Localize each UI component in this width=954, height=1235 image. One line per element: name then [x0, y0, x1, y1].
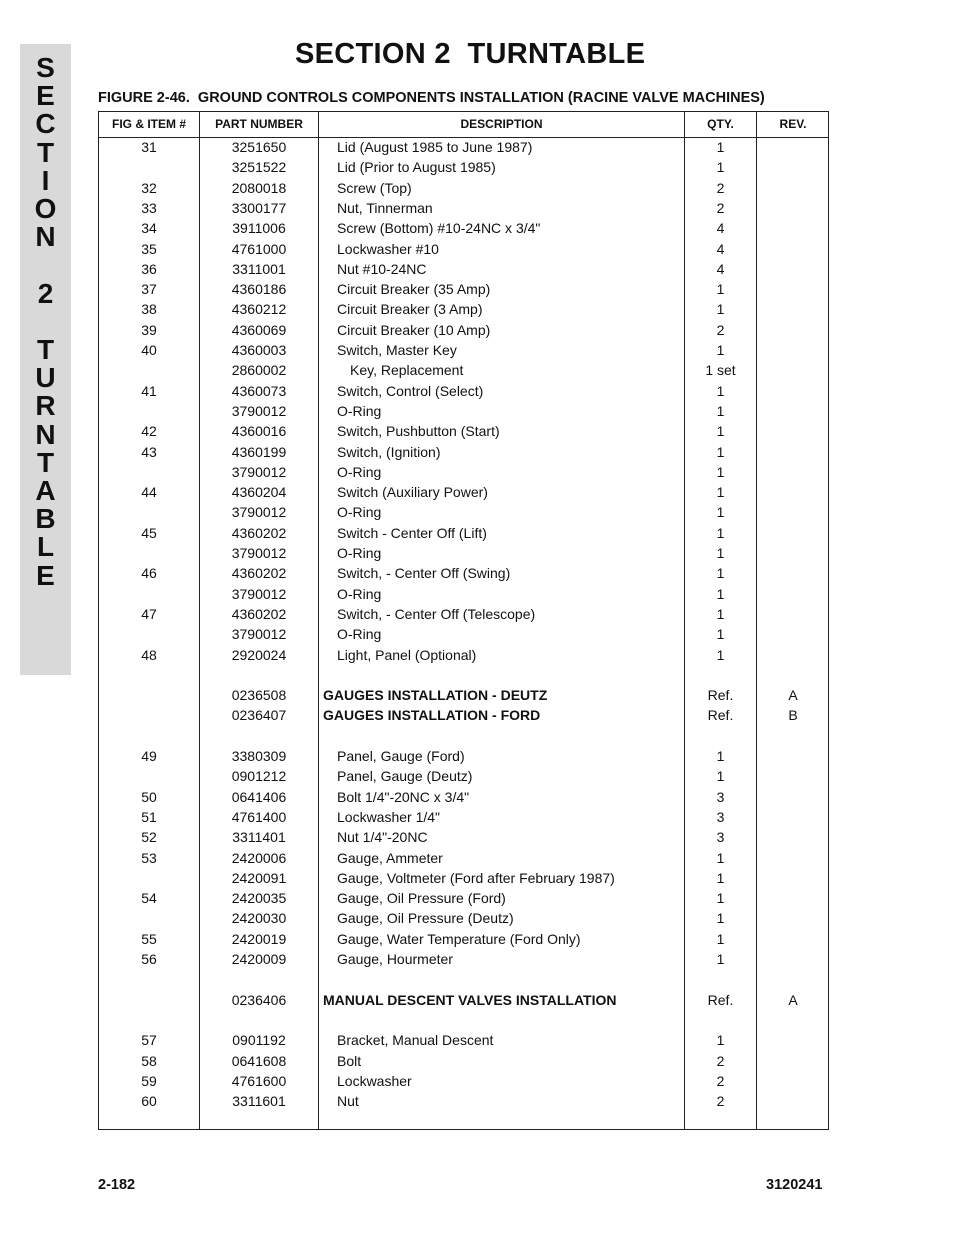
qty-cell: 1 [716, 382, 725, 399]
table-row [99, 624, 830, 644]
table-row [99, 482, 830, 502]
qty-cell: 1 [716, 484, 725, 501]
description-cell: Gauge, Oil Pressure (Ford) [337, 890, 506, 907]
fig-item-cell: 56 [141, 951, 157, 967]
side-tab-letter: B [35, 503, 56, 535]
fig-item-cell: 38 [141, 301, 157, 318]
qty-cell: 1 [716, 504, 725, 521]
description-cell: Switch, Master Key [337, 342, 457, 358]
qty-cell: 1 [716, 930, 725, 947]
part-number-cell: 0236406 [231, 991, 287, 1008]
qty-cell: 3 [716, 788, 725, 805]
part-number-cell: 4360186 [231, 281, 287, 298]
part-number-cell: 4761600 [231, 1072, 287, 1089]
fig-item-cell: 34 [141, 220, 157, 237]
table-row [99, 908, 830, 928]
table-row [99, 279, 830, 299]
description-cell: Gauge, Hourmeter [337, 951, 453, 967]
description-cell: Switch (Auxiliary Power) [337, 484, 488, 501]
qty-cell: 1 [716, 524, 725, 541]
table-row [99, 401, 830, 421]
side-tab-letter: L [36, 531, 55, 563]
description-cell: Lid (Prior to August 1985) [337, 159, 496, 176]
fig-item-cell: 35 [141, 240, 157, 257]
description-cell: Gauge, Ammeter [337, 849, 443, 866]
part-number-cell: 3300177 [231, 199, 287, 216]
part-number-cell: 4761400 [231, 808, 287, 825]
side-tab-letter: C [35, 108, 56, 140]
fig-item-cell: 46 [141, 565, 157, 582]
description-cell: Nut [337, 1093, 359, 1110]
rev-cell: A [788, 991, 798, 1008]
fig-item-cell: 44 [141, 484, 157, 501]
description-cell: GAUGES INSTALLATION - DEUTZ [323, 687, 548, 704]
description-cell: MANUAL DESCENT VALVES INSTALLATION [323, 991, 617, 1008]
fig-item-cell: 31 [141, 139, 157, 155]
manual-number: 3120241 [766, 1177, 823, 1193]
part-number-cell: 0236407 [231, 707, 287, 724]
fig-item-cell: 53 [141, 849, 157, 866]
part-number-cell: 4360003 [231, 342, 287, 358]
part-number-cell: 4360069 [231, 321, 287, 338]
parts-table [98, 111, 829, 1130]
description-cell: Lockwasher [337, 1072, 412, 1089]
description-cell: Switch, - Center Off (Telescope) [337, 605, 536, 622]
fig-item-cell: 32 [141, 179, 157, 196]
table-row [99, 320, 830, 340]
part-number-cell: 3790012 [231, 626, 287, 643]
qty-cell: 2 [716, 321, 725, 338]
table-row [99, 1071, 830, 1091]
part-number-cell: 3251650 [231, 139, 287, 155]
qty-cell: 1 [716, 869, 725, 886]
table-row [99, 705, 830, 725]
table-row [99, 421, 830, 441]
description-cell: Gauge, Oil Pressure (Deutz) [337, 910, 514, 927]
header-description: DESCRIPTION [460, 117, 543, 131]
description-cell: Key, Replacement [350, 362, 464, 379]
part-number-cell: 2420035 [231, 890, 287, 907]
table-row [99, 766, 830, 786]
qty-cell: 1 [716, 626, 725, 643]
fig-item-cell: 40 [141, 342, 157, 358]
side-tab-letter: E [36, 80, 55, 112]
section-side-tab [20, 44, 71, 675]
table-row [99, 198, 830, 218]
qty-cell: Ref. [707, 707, 734, 724]
qty-cell: 1 [716, 139, 725, 155]
side-tab-letter: T [36, 136, 55, 168]
header-qty: QTY. [707, 117, 734, 131]
description-cell: Bolt [337, 1052, 362, 1069]
qty-cell: 3 [716, 829, 725, 846]
part-number-cell: 2420006 [231, 849, 287, 866]
description-cell: Switch, Pushbutton (Start) [337, 423, 500, 440]
qty-cell: 1 [716, 849, 725, 866]
table-row [99, 949, 830, 969]
description-cell: Nut, Tinnerman [337, 199, 433, 216]
side-tab-letter: T [36, 446, 55, 478]
qty-cell: 1 [716, 281, 725, 298]
description-cell: O-Ring [337, 402, 382, 419]
side-tab-letter: O [34, 193, 57, 224]
side-tab-letter: N [35, 418, 56, 450]
fig-item-cell: 42 [141, 423, 157, 440]
qty-cell: 1 [716, 768, 725, 785]
part-number-cell: 3790012 [231, 585, 287, 602]
qty-cell: Ref. [707, 687, 734, 704]
part-number-cell: 3311401 [232, 829, 286, 846]
fig-item-cell: 36 [141, 260, 157, 277]
part-number-cell: 3790012 [231, 463, 287, 480]
qty-cell: 1 [716, 301, 725, 318]
table-row [99, 563, 830, 583]
table-row [99, 1091, 830, 1111]
section-title: SECTION 2 TURNTABLE [295, 38, 646, 70]
table-row [99, 178, 830, 198]
fig-item-cell: 57 [141, 1032, 157, 1049]
description-cell: Switch, (Ignition) [337, 443, 441, 460]
part-number-cell: 3380309 [231, 748, 287, 764]
qty-cell: 1 [716, 545, 725, 561]
blank-row [99, 1010, 830, 1030]
table-row [99, 685, 830, 705]
header-fig-item: FIG & ITEM # [111, 117, 186, 131]
part-number-cell: 4360212 [231, 301, 287, 318]
table-row [99, 827, 830, 847]
table-row [99, 340, 830, 360]
qty-cell: 1 [716, 463, 725, 480]
rev-cell: A [788, 687, 798, 704]
qty-cell: Ref. [707, 991, 734, 1008]
qty-cell: 1 [716, 342, 725, 358]
description-cell: Nut 1/4"-20NC [337, 829, 428, 846]
description-cell: Switch, - Center Off (Swing) [337, 565, 511, 582]
description-cell: O-Ring [337, 545, 382, 561]
fig-item-cell: 58 [141, 1052, 157, 1069]
table-row [99, 787, 830, 807]
table-row [99, 990, 830, 1010]
part-number-cell: 4360202 [231, 524, 287, 541]
qty-cell: 1 [716, 910, 725, 927]
figure-title: FIGURE 2-46. GROUND CONTROLS COMPONENTS INSTALLATION (RACINE VALVE MACHINES) [98, 90, 765, 106]
qty-cell: 1 [716, 585, 725, 602]
side-tab-letter: S [36, 52, 55, 83]
table-row [99, 360, 830, 380]
description-cell: Circuit Breaker (3 Amp) [337, 301, 483, 318]
blank-row [99, 665, 830, 685]
description-cell: Switch - Center Off (Lift) [337, 524, 487, 541]
qty-cell: 1 [716, 402, 725, 419]
description-cell: O-Ring [337, 463, 382, 480]
fig-item-cell: 45 [141, 524, 157, 541]
table-row [99, 604, 830, 624]
part-number-cell: 4360016 [231, 423, 287, 440]
part-number-cell: 3311001 [232, 260, 286, 277]
description-cell: Bolt 1/4"-20NC x 3/4" [337, 788, 470, 805]
qty-cell: 4 [716, 260, 725, 277]
part-number-cell: 3251522 [231, 159, 287, 176]
qty-cell: 1 [716, 443, 725, 460]
table-row [99, 888, 830, 908]
table-row [99, 543, 830, 563]
fig-item-cell: 51 [141, 808, 157, 825]
part-number-cell: 4761000 [231, 240, 287, 257]
table-row [99, 848, 830, 868]
part-number-cell: 2860002 [231, 362, 287, 379]
rev-cell: B [788, 707, 798, 724]
part-number-cell: 2420091 [231, 869, 287, 886]
table-row [99, 157, 830, 177]
qty-cell: 1 [716, 159, 725, 176]
table-row [99, 442, 830, 462]
fig-item-cell: 59 [141, 1072, 157, 1089]
description-cell: O-Ring [337, 585, 382, 602]
qty-cell: 1 [716, 748, 725, 764]
table-row [99, 218, 830, 238]
page-number: 2-182 [98, 1177, 136, 1193]
qty-cell: 1 [716, 890, 725, 907]
qty-cell: 1 [716, 605, 725, 622]
part-number-cell: 4360199 [231, 443, 287, 460]
part-number-cell: 4360204 [231, 484, 287, 501]
part-number-cell: 4360073 [231, 382, 287, 399]
part-number-cell: 4360202 [231, 605, 287, 622]
description-cell: Screw (Bottom) #10-24NC x 3/4" [337, 220, 541, 237]
table-row [99, 462, 830, 482]
fig-item-cell: 55 [141, 930, 157, 947]
part-number-cell: 2080018 [231, 179, 287, 196]
fig-item-cell: 49 [141, 748, 157, 764]
qty-cell: 1 [716, 646, 725, 663]
header-part-number: PART NUMBER [215, 117, 303, 131]
qty-cell: 2 [716, 199, 725, 216]
fig-item-cell: 54 [141, 890, 157, 907]
part-number-cell: 0236508 [231, 687, 287, 704]
description-cell: Circuit Breaker (10 Amp) [337, 321, 491, 338]
description-cell: O-Ring [337, 626, 382, 643]
fig-item-cell: 50 [141, 788, 157, 805]
fig-item-cell: 37 [141, 281, 157, 298]
description-cell: Lockwasher #10 [337, 240, 439, 257]
blank-row [99, 726, 830, 746]
blank-row [99, 969, 830, 989]
side-tab-letter: I [41, 164, 50, 196]
part-number-cell: 2420009 [231, 951, 287, 967]
qty-cell: 4 [716, 240, 725, 257]
fig-item-cell: 52 [141, 829, 157, 846]
side-tab-letter: R [35, 390, 56, 422]
fig-item-cell: 60 [141, 1093, 157, 1110]
side-tab-letter: E [36, 559, 55, 591]
header-rev: REV. [779, 117, 807, 131]
description-cell: Light, Panel (Optional) [337, 646, 477, 663]
qty-cell: 2 [716, 1052, 725, 1069]
table-row [99, 381, 830, 401]
part-number-cell: 4360202 [231, 565, 287, 582]
part-number-cell: 3311601 [232, 1093, 286, 1110]
description-cell: Nut #10-24NC [337, 260, 427, 277]
qty-cell: 1 [716, 1032, 725, 1049]
description-cell: Switch, Control (Select) [337, 382, 484, 399]
qty-cell: 2 [716, 1093, 725, 1110]
qty-cell: 1 [716, 951, 725, 967]
description-cell: Panel, Gauge (Deutz) [337, 768, 473, 785]
description-cell: Screw (Top) [337, 179, 412, 196]
part-number-cell: 0641608 [231, 1052, 287, 1069]
side-tab-letter: N [35, 221, 56, 253]
description-cell: Panel, Gauge (Ford) [337, 748, 465, 764]
description-cell: Lockwasher 1/4" [337, 808, 441, 825]
table-row [99, 239, 830, 259]
part-number-cell: 2420030 [231, 910, 287, 927]
part-number-cell: 0901192 [232, 1032, 286, 1049]
part-number-cell: 0641406 [231, 788, 287, 805]
table-row [99, 523, 830, 543]
fig-item-cell: 48 [141, 646, 157, 663]
table-row [99, 137, 830, 157]
fig-item-cell: 43 [141, 443, 157, 460]
table-row [99, 584, 830, 604]
description-cell: O-Ring [337, 504, 382, 521]
part-number-cell: 2420019 [231, 930, 287, 947]
qty-cell: 4 [716, 220, 725, 237]
fig-item-cell: 41 [141, 382, 157, 399]
side-tab-letter: T [36, 334, 55, 365]
table-row [99, 259, 830, 279]
part-number-cell: 3790012 [231, 402, 287, 419]
description-cell: GAUGES INSTALLATION - FORD [323, 707, 541, 724]
table-row [99, 1051, 830, 1071]
part-number-cell: 2920024 [231, 646, 287, 663]
table-row [99, 299, 830, 319]
qty-cell: 1 [716, 565, 725, 582]
table-row [99, 645, 830, 665]
fig-item-cell: 33 [141, 199, 157, 216]
description-cell: Bracket, Manual Descent [337, 1032, 494, 1049]
description-cell: Circuit Breaker (35 Amp) [337, 281, 491, 298]
qty-cell: 1 set [705, 362, 736, 379]
table-row [99, 868, 830, 888]
part-number-cell: 3790012 [231, 504, 287, 521]
description-cell: Gauge, Water Temperature (Ford Only) [337, 930, 581, 947]
table-row [99, 502, 830, 522]
qty-cell: 1 [716, 423, 725, 440]
qty-cell: 2 [716, 1072, 725, 1089]
side-tab-letter: U [35, 362, 56, 394]
fig-item-cell: 39 [141, 321, 157, 338]
part-number-cell: 3790012 [231, 545, 287, 561]
table-row [99, 807, 830, 827]
table-row [99, 1030, 830, 1050]
qty-cell: 3 [716, 808, 725, 825]
table-row [99, 929, 830, 949]
part-number-cell: 3911006 [232, 220, 286, 237]
description-cell: Gauge, Voltmeter (Ford after February 1987) [337, 869, 615, 886]
part-number-cell: 0901212 [231, 768, 287, 785]
fig-item-cell: 47 [141, 605, 157, 622]
table-row [99, 746, 830, 766]
description-cell: Lid (August 1985 to June 1987) [337, 139, 533, 155]
qty-cell: 2 [716, 179, 725, 196]
side-tab-letter: 2 [37, 277, 54, 309]
side-tab-letter: A [35, 475, 56, 506]
